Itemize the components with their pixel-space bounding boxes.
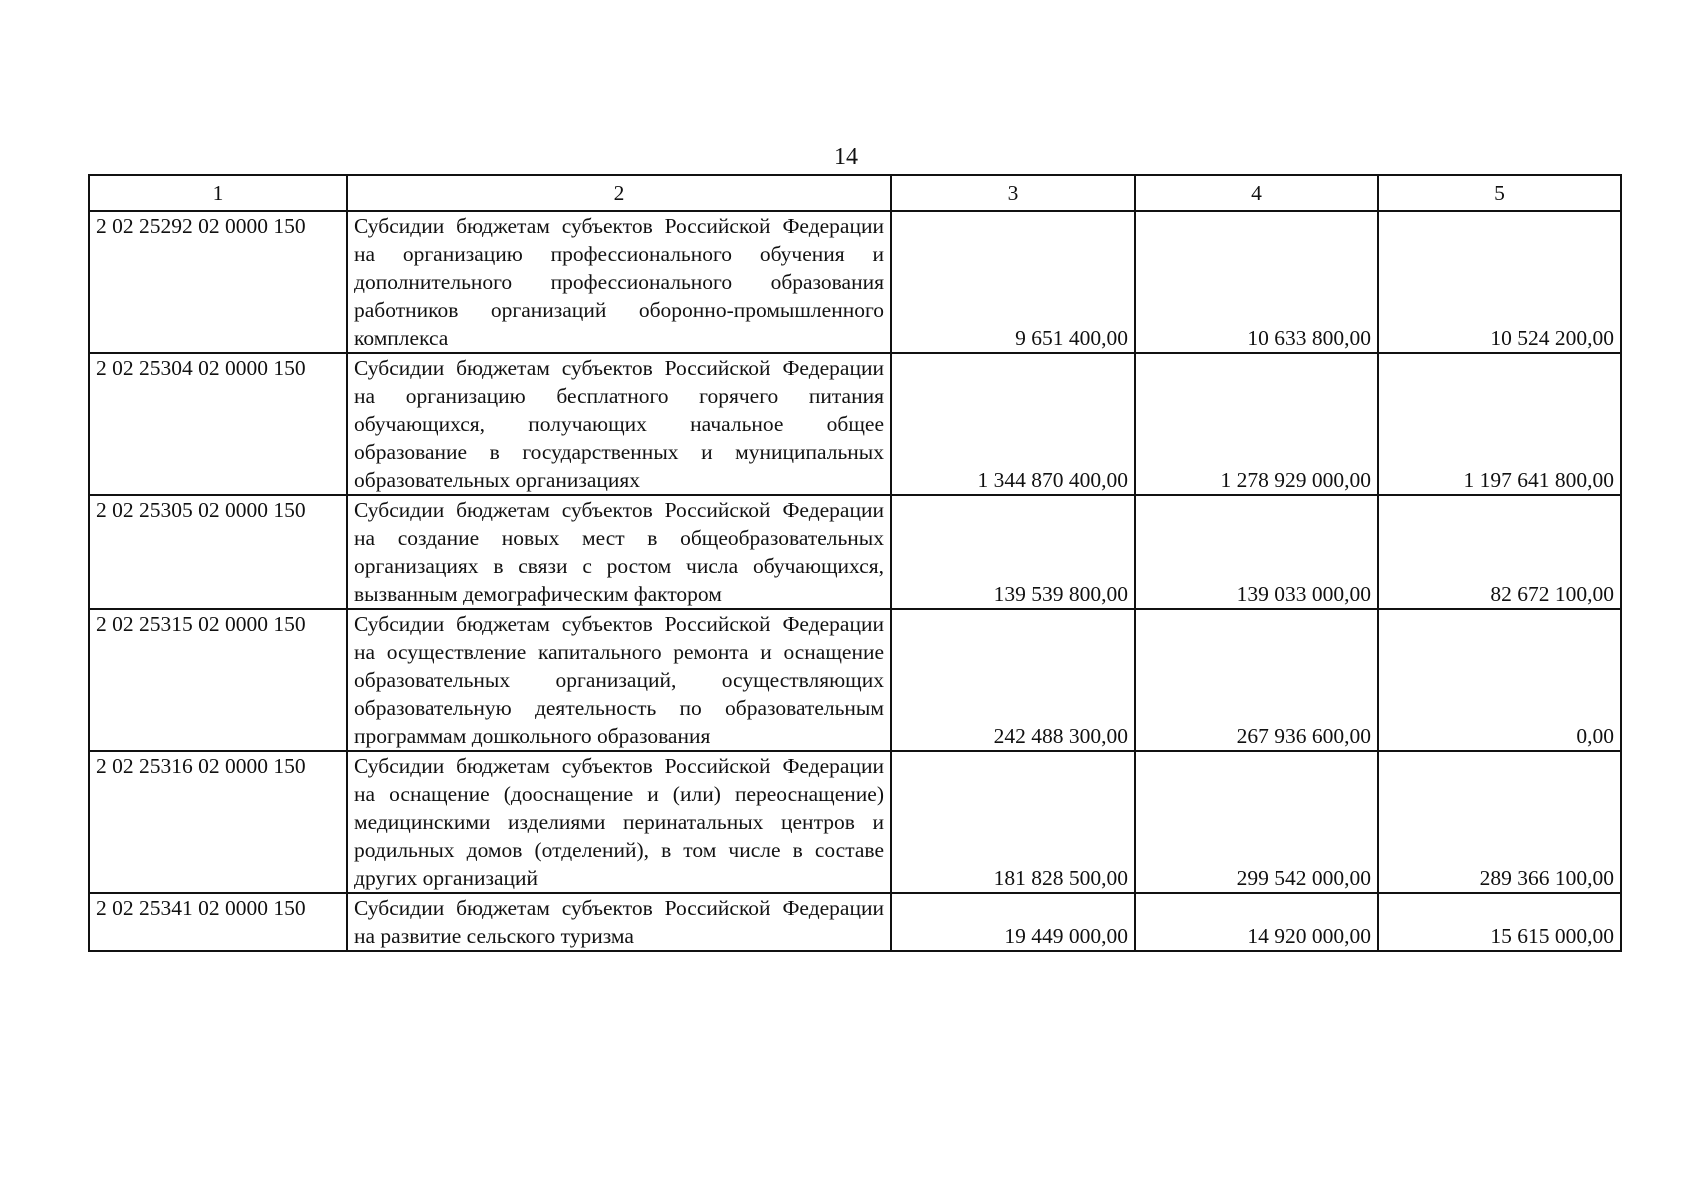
table-row bbox=[89, 609, 1621, 751]
row-description: Субсидии бюджетам субъектов Российской Федерации на развитие сельского туризма bbox=[354, 896, 884, 948]
column-header-1: 1 bbox=[89, 175, 347, 211]
budget-code: 2 02 25304 02 0000 150 bbox=[89, 353, 347, 495]
page-number: 14 bbox=[834, 144, 858, 170]
value-col4: 14 920 000,00 bbox=[1135, 893, 1378, 951]
column-header-5: 5 bbox=[1378, 175, 1621, 211]
budget-code: 2 02 25316 02 0000 150 bbox=[89, 751, 347, 893]
budget-code: 2 02 25315 02 0000 150 bbox=[89, 609, 347, 751]
table-row bbox=[89, 353, 1621, 495]
row-description: Субсидии бюджетам субъектов Российской Федерации на организацию бесплатного горячего питания обучающихся, получающих начальное общее образование в государственных и муниципальных образовательных организациях bbox=[354, 356, 884, 492]
value-col4: 10 633 800,00 bbox=[1135, 211, 1378, 353]
table-row bbox=[89, 211, 1621, 353]
value-col5: 289 366 100,00 bbox=[1378, 751, 1621, 893]
row-description: Субсидии бюджетам субъектов Российской Федерации на создание новых мест в общеобразовательных организациях в связи с ростом числа обучающихся, вызванным демографическим фактором bbox=[354, 498, 884, 606]
value-col5: 15 615 000,00 bbox=[1378, 893, 1621, 951]
budget-code: 2 02 25305 02 0000 150 bbox=[89, 495, 347, 609]
row-description-cell bbox=[347, 211, 891, 353]
value-col3: 181 828 500,00 bbox=[891, 751, 1135, 893]
budget-code: 2 02 25341 02 0000 150 bbox=[89, 893, 347, 951]
row-description: Субсидии бюджетам субъектов Российской Федерации на организацию профессионального обучения и дополнительного профессионального образования работников организаций оборонно-промышленного комплекса bbox=[354, 214, 884, 350]
table-row bbox=[89, 751, 1621, 893]
value-col4: 1 278 929 000,00 bbox=[1135, 353, 1378, 495]
value-col3: 139 539 800,00 bbox=[891, 495, 1135, 609]
row-description: Субсидии бюджетам субъектов Российской Федерации на оснащение (дооснащение и (или) переоснащение) медицинскими изделиями перинатальных центров и родильных домов (отделений), в том числе в составе других организаций bbox=[354, 754, 884, 890]
row-description: Субсидии бюджетам субъектов Российской Федерации на осуществление капитального ремонта и оснащение образовательных организаций, осуществляющих образовательную деятельность по образовательным программам дошкольного образования bbox=[354, 612, 884, 748]
budget-table bbox=[88, 174, 1622, 952]
column-header-3: 3 bbox=[891, 175, 1135, 211]
column-header-4: 4 bbox=[1135, 175, 1378, 211]
value-col5: 0,00 bbox=[1378, 609, 1621, 751]
table-row bbox=[89, 495, 1621, 609]
table-row bbox=[89, 893, 1621, 951]
row-description-cell bbox=[347, 609, 891, 751]
value-col5: 1 197 641 800,00 bbox=[1378, 353, 1621, 495]
value-col4: 299 542 000,00 bbox=[1135, 751, 1378, 893]
column-header-2: 2 bbox=[347, 175, 891, 211]
value-col3: 9 651 400,00 bbox=[891, 211, 1135, 353]
row-description-cell bbox=[347, 353, 891, 495]
value-col4: 267 936 600,00 bbox=[1135, 609, 1378, 751]
value-col3: 1 344 870 400,00 bbox=[891, 353, 1135, 495]
value-col5: 82 672 100,00 bbox=[1378, 495, 1621, 609]
row-description-cell bbox=[347, 495, 891, 609]
row-description-cell bbox=[347, 893, 891, 951]
table-header-row bbox=[89, 175, 1621, 211]
value-col3: 19 449 000,00 bbox=[891, 893, 1135, 951]
value-col4: 139 033 000,00 bbox=[1135, 495, 1378, 609]
value-col3: 242 488 300,00 bbox=[891, 609, 1135, 751]
budget-code: 2 02 25292 02 0000 150 bbox=[89, 211, 347, 353]
value-col5: 10 524 200,00 bbox=[1378, 211, 1621, 353]
row-description-cell bbox=[347, 751, 891, 893]
